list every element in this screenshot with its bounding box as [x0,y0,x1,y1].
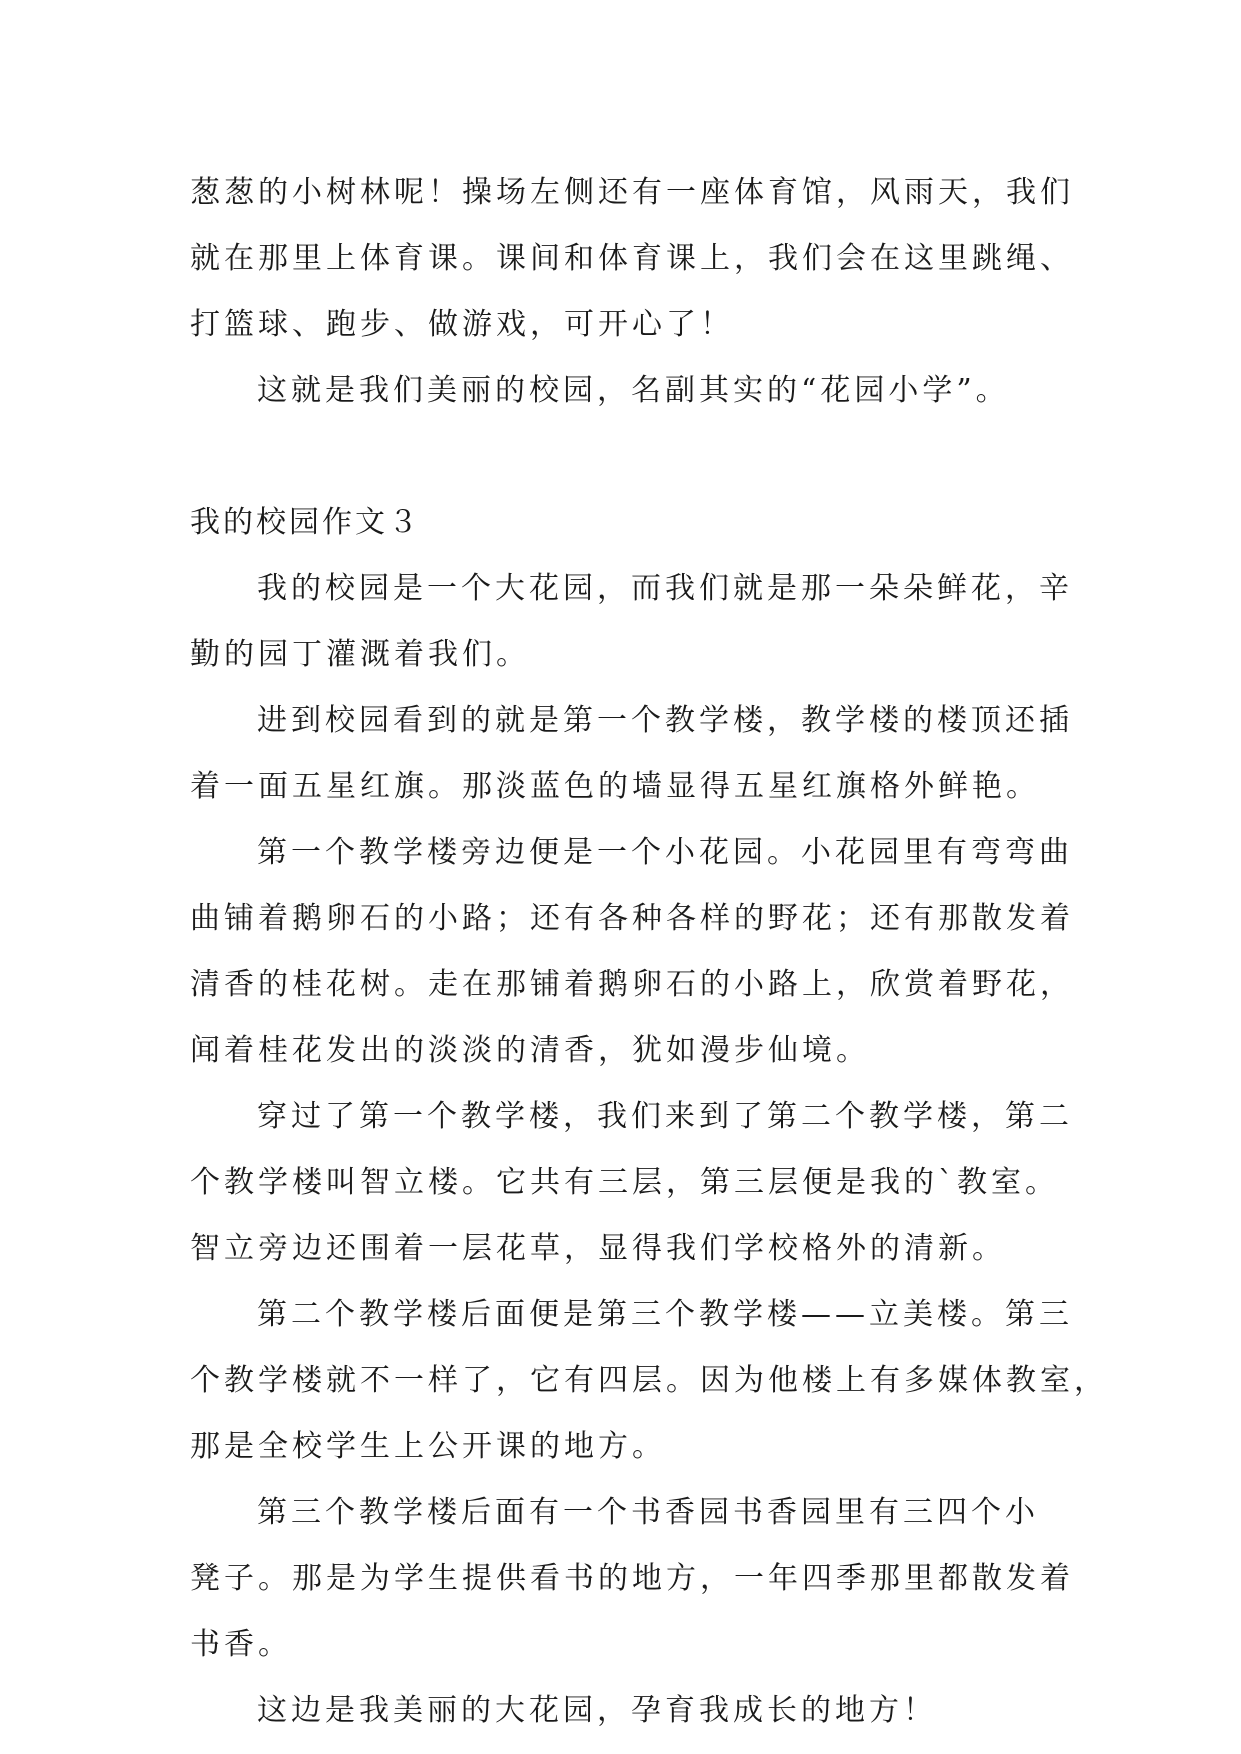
text-line: 勤的园丁灌溉着我们。 [190,637,530,672]
paragraph-3 [190,820,1074,1084]
text-line: 着一面五星红旗。那淡蓝色的墙显得五星红旗格外鲜艳。 [190,769,1040,804]
closing-line: 这就是我们美丽的校园，名副其实的“花园小学”。 [257,373,1010,408]
text-line: 曲铺着鹅卵石的小路；还有各种各样的野花；还有那散发着 [190,901,1074,936]
paragraph-7 [190,1678,1070,1744]
text-line: 第一个教学楼旁边便是一个小花园。小花园里有弯弯曲 [257,835,1073,870]
intro-paragraph [190,160,1074,358]
text-line: 进到校园看到的就是第一个教学楼，教学楼的楼顶还插 [257,703,1073,738]
text-line: 闻着桂花发出的淡淡的清香，犹如漫步仙境。 [190,1033,870,1068]
section-spacer [190,424,1070,490]
document-page [190,160,1108,1744]
paragraph-5 [190,1282,1108,1480]
text-line: 穿过了第一个教学楼，我们来到了第二个教学楼，第二 [257,1099,1073,1134]
essay-title: 我的校园作文３ [190,505,421,540]
text-line: 我的校园是一个大花园，而我们就是那一朵朵鲜花，辛 [257,571,1073,606]
text-line: 葱葱的小树林呢！操场左侧还有一座体育馆，风雨天，我们 [190,175,1074,210]
text-line: 就在那里上体育课。课间和体育课上，我们会在这里跳绳、 [190,241,1074,276]
text-line: 个教学楼叫智立楼。它共有三层，第三层便是我的`教室。 [190,1165,1059,1200]
text-line: 打篮球、跑步、做游戏，可开心了！ [190,307,734,342]
text-line: 智立旁边还围着一层花草，显得我们学校格外的清新。 [190,1231,1006,1266]
text-line: 那是全校学生上公开课的地方。 [190,1429,666,1464]
text-line: 个教学楼就不一样了，它有四层。因为他楼上有多媒体教室， [190,1363,1108,1398]
text-line: 凳子。那是为学生提供看书的地方，一年四季那里都散发着 [190,1561,1074,1596]
text-line: 第二个教学楼后面便是第三个教学楼——立美楼。第三 [257,1297,1073,1332]
paragraph-4 [190,1084,1073,1282]
paragraph-6 [190,1480,1074,1678]
paragraph-1 [190,556,1073,688]
paragraph-2 [190,688,1073,820]
text-line: 书香。 [190,1627,292,1662]
text-line: 清香的桂花树。走在那铺着鹅卵石的小路上，欣赏着野花， [190,967,1074,1002]
text-line: 这边是我美丽的大花园，孕育我成长的地方！ [257,1693,937,1728]
text-line: 第三个教学楼后面有一个书香园书香园里有三四个小 [257,1495,1039,1530]
